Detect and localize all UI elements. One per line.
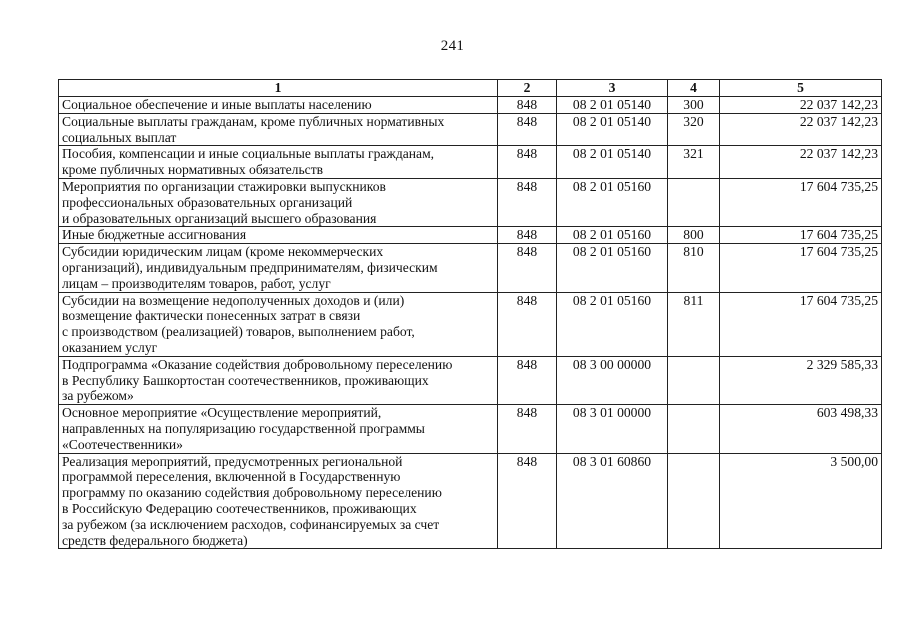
cell-name: Подпрограмма «Оказание содействия добровольному переселению в Республику Башкортостан соотечественников, проживающих за рубежом»: [59, 356, 498, 404]
cell-name: Мероприятия по организации стажировки выпускников профессиональных образовательных организаций и образовательных организаций высшего образования: [59, 178, 498, 226]
cell-target-article: 08 3 00 00000: [557, 356, 668, 404]
cell-expense-type: [668, 356, 720, 404]
cell-target-article: 08 2 01 05140: [557, 146, 668, 179]
cell-amount: 2 329 585,33: [720, 356, 882, 404]
page-number: 241: [440, 38, 465, 54]
cell-name: Основное мероприятие «Осуществление мероприятий, направленных на популяризацию государственной программы «Соотечественники»: [59, 405, 498, 453]
cell-expense-type: [668, 453, 720, 549]
cell-ministry-code: 848: [498, 356, 557, 404]
cell-amount: 17 604 735,25: [720, 292, 882, 356]
cell-ministry-code: 848: [498, 146, 557, 179]
cell-name: Пособия, компенсации и иные социальные выплаты гражданам, кроме публичных нормативных обязательств: [59, 146, 498, 179]
table-row: [59, 178, 882, 226]
table-row: [59, 356, 882, 404]
cell-expense-type: 811: [668, 292, 720, 356]
cell-target-article: 08 2 01 05160: [557, 178, 668, 226]
cell-amount: 3 500,00: [720, 453, 882, 549]
cell-target-article: 08 2 01 05140: [557, 113, 668, 146]
cell-expense-type: 810: [668, 244, 720, 292]
cell-ministry-code: 848: [498, 227, 557, 244]
cell-target-article: 08 2 01 05160: [557, 227, 668, 244]
cell-ministry-code: 848: [498, 97, 557, 114]
cell-ministry-code: 848: [498, 113, 557, 146]
cell-ministry-code: 848: [498, 244, 557, 292]
cell-name: Субсидии юридическим лицам (кроме некоммерческих организаций), индивидуальным предпринимателям, физическим лицам – производителям товаров, работ, услуг: [59, 244, 498, 292]
cell-name: Социальное обеспечение и иные выплаты населению: [59, 97, 498, 114]
cell-target-article: 08 3 01 60860: [557, 453, 668, 549]
cell-expense-type: 321: [668, 146, 720, 179]
cell-target-article: 08 2 01 05160: [557, 244, 668, 292]
cell-ministry-code: 848: [498, 292, 557, 356]
cell-expense-type: 320: [668, 113, 720, 146]
cell-amount: 17 604 735,25: [720, 227, 882, 244]
cell-ministry-code: 848: [498, 178, 557, 226]
cell-amount: 603 498,33: [720, 405, 882, 453]
table-row: [59, 97, 882, 114]
cell-name: Социальные выплаты гражданам, кроме публичных нормативных социальных выплат: [59, 113, 498, 146]
cell-name: Иные бюджетные ассигнования: [59, 227, 498, 244]
cell-target-article: 08 3 01 00000: [557, 405, 668, 453]
cell-amount: 22 037 142,23: [720, 146, 882, 179]
cell-expense-type: 300: [668, 97, 720, 114]
header-col-1: 1: [59, 80, 498, 97]
table-row: [59, 292, 882, 356]
table-body: [59, 97, 882, 549]
header-col-2: 2: [498, 80, 557, 97]
cell-target-article: 08 2 01 05140: [557, 97, 668, 114]
budget-table: [58, 79, 882, 549]
table-header: [59, 80, 882, 97]
cell-amount: 17 604 735,25: [720, 244, 882, 292]
table-row: [59, 453, 882, 549]
cell-expense-type: [668, 178, 720, 226]
header-col-3: 3: [557, 80, 668, 97]
cell-name: Реализация мероприятий, предусмотренных региональной программой переселения, включенной в Государственную программу по оказанию содействия добровольному переселению в Российскую Федерацию соотечественников, проживающих за рубежом (за исключением расходов, софинансируемых за счет средств федерального бюджета): [59, 453, 498, 549]
header-row: [59, 80, 882, 97]
table-row: [59, 405, 882, 453]
table-row: [59, 227, 882, 244]
cell-ministry-code: 848: [498, 405, 557, 453]
cell-amount: 17 604 735,25: [720, 178, 882, 226]
cell-expense-type: 800: [668, 227, 720, 244]
table-row: [59, 113, 882, 146]
cell-amount: 22 037 142,23: [720, 97, 882, 114]
header-col-4: 4: [668, 80, 720, 97]
cell-name: Субсидии на возмещение недополученных доходов и (или) возмещение фактически понесенных затрат в связи с производством (реализацией) товаров, выполнением работ, оказанием услуг: [59, 292, 498, 356]
cell-amount: 22 037 142,23: [720, 113, 882, 146]
cell-expense-type: [668, 405, 720, 453]
cell-target-article: 08 2 01 05160: [557, 292, 668, 356]
table-row: [59, 146, 882, 179]
cell-ministry-code: 848: [498, 453, 557, 549]
header-col-5: 5: [720, 80, 882, 97]
table-row: [59, 244, 882, 292]
